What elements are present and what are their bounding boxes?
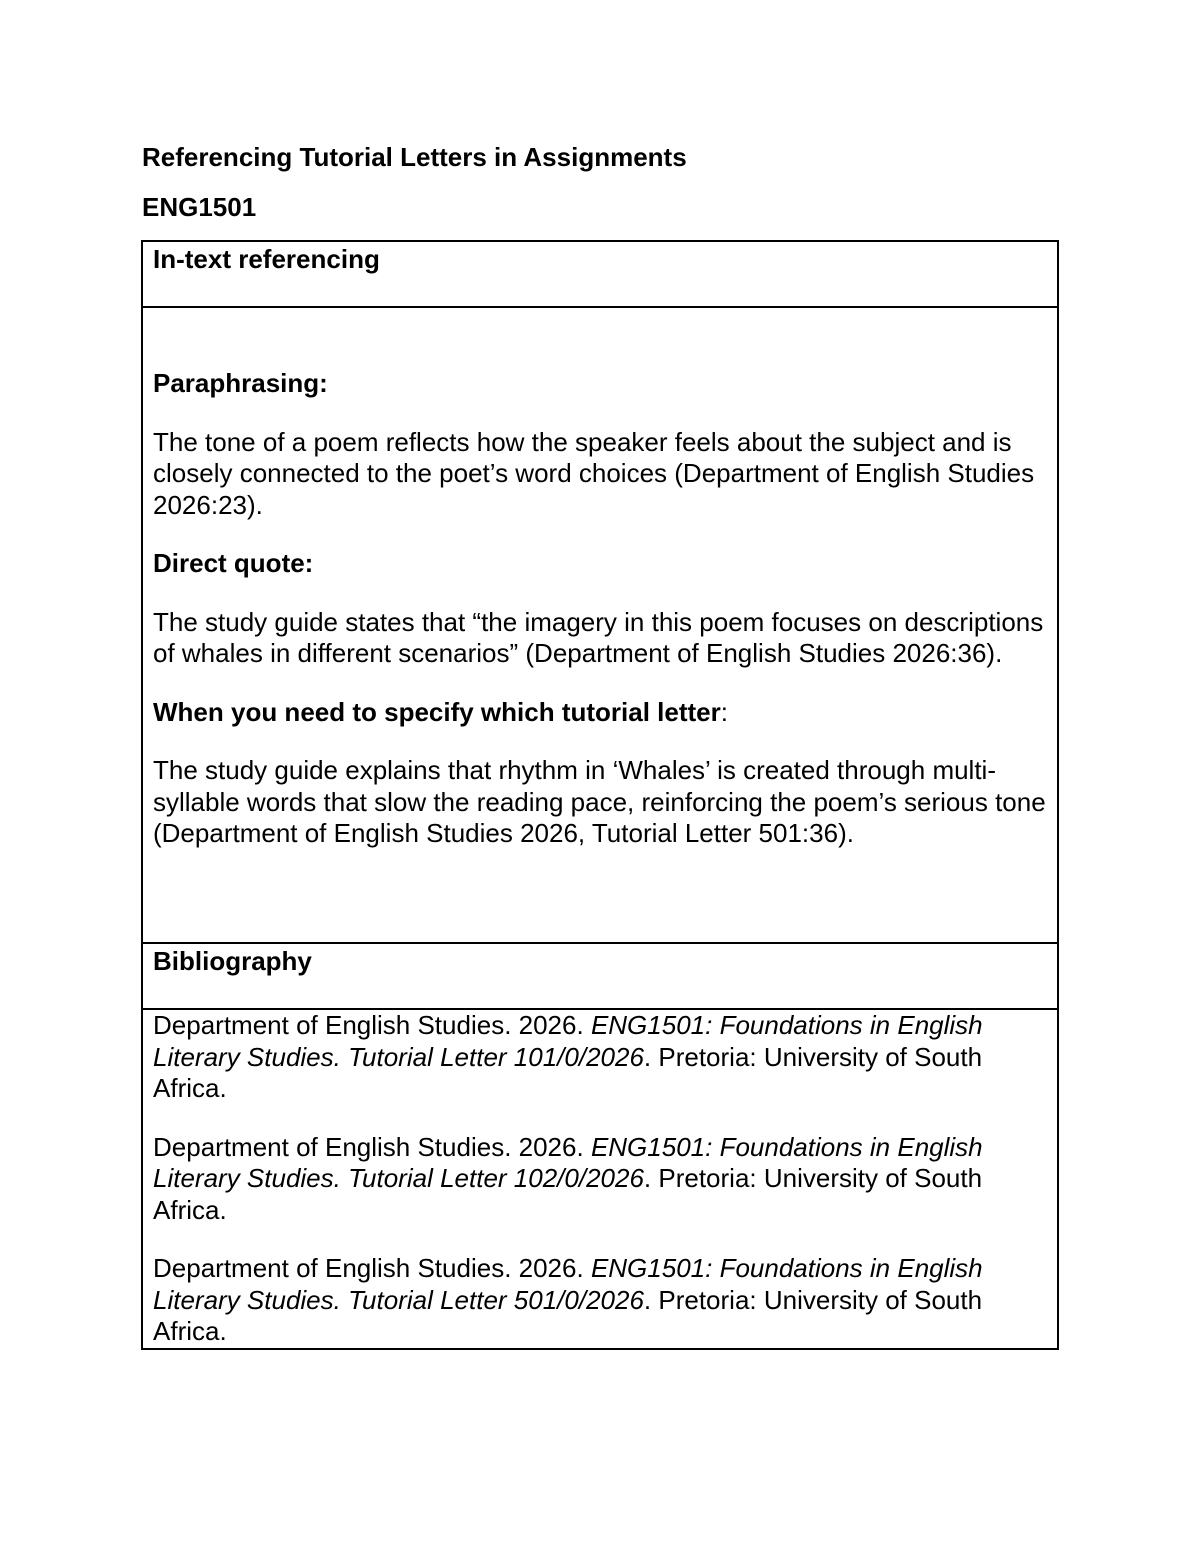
- bibliography-body-cell: [142, 1009, 1058, 1349]
- bibliography-entry: [153, 1253, 1047, 1348]
- specify-letter-heading: [153, 697, 1047, 729]
- in-text-body-cell: [142, 307, 1058, 943]
- bib-entry-publisher: . Pretoria: University of South Africa.: [153, 1163, 983, 1225]
- direct-quote-label: Direct quote:: [153, 548, 314, 578]
- bibliography-heading-row: [142, 943, 1058, 1009]
- bibliography-entry: [153, 1010, 1047, 1105]
- in-text-heading: In-text referencing: [153, 244, 380, 274]
- in-text-heading-cell: [142, 241, 1058, 307]
- bib-entry-author-year: Department of English Studies. 2026.: [153, 1010, 591, 1040]
- specify-letter-text: The study guide explains that rhythm in ‘Whales’ is created through multi-syllable words that slow the reading pace, reinforcing the poem’s serious tone (Department of English Studies 2026, Tutorial Letter 501:36).: [153, 755, 1046, 848]
- bib-entry-publisher: . Pretoria: University of South Africa.: [153, 1284, 983, 1346]
- course-code: ENG1501: [142, 192, 257, 222]
- bib-entry-title: ENG1501: Foundations in English Literary Studies. Tutorial Letter 101/0/2026: [153, 1010, 983, 1072]
- bibliography-entry: [153, 1132, 1047, 1227]
- paraphrasing-label: Paraphrasing:: [153, 368, 328, 398]
- bibliography-body-row: [142, 1009, 1058, 1349]
- bib-entry-title: ENG1501: Foundations in English Literary Studies. Tutorial Letter 102/0/2026: [153, 1131, 983, 1193]
- bib-entry-author-year: Department of English Studies. 2026.: [153, 1131, 591, 1162]
- specify-letter-colon: :: [720, 696, 728, 727]
- specify-letter-label: When you need to specify which tutorial letter: [153, 696, 721, 727]
- referencing-table: [141, 240, 1059, 1350]
- bib-entry-author-year: Department of English Studies. 2026.: [153, 1253, 591, 1283]
- paraphrasing-text: The tone of a poem reflects how the speaker feels about the subject and is closely connected to the poet’s word choices (Department of English Studies 2026:23).: [153, 426, 1035, 520]
- bibliography-heading-cell: [142, 943, 1058, 1009]
- in-text-heading-row: [142, 241, 1058, 307]
- in-text-body-row: [142, 307, 1058, 943]
- bib-entry-publisher: . Pretoria: University of South Africa.: [153, 1041, 983, 1103]
- direct-quote-text: The study guide states that “the imagery in this poem focuses on descriptions of whales in different scenarios” (Department of English Studies 2026:36).: [153, 606, 1044, 668]
- bibliography-heading: Bibliography: [153, 946, 312, 976]
- page-title: Referencing Tutorial Letters in Assignments: [142, 142, 687, 172]
- bib-entry-title: ENG1501: Foundations in English Literary Studies. Tutorial Letter 501/0/2026: [153, 1253, 983, 1315]
